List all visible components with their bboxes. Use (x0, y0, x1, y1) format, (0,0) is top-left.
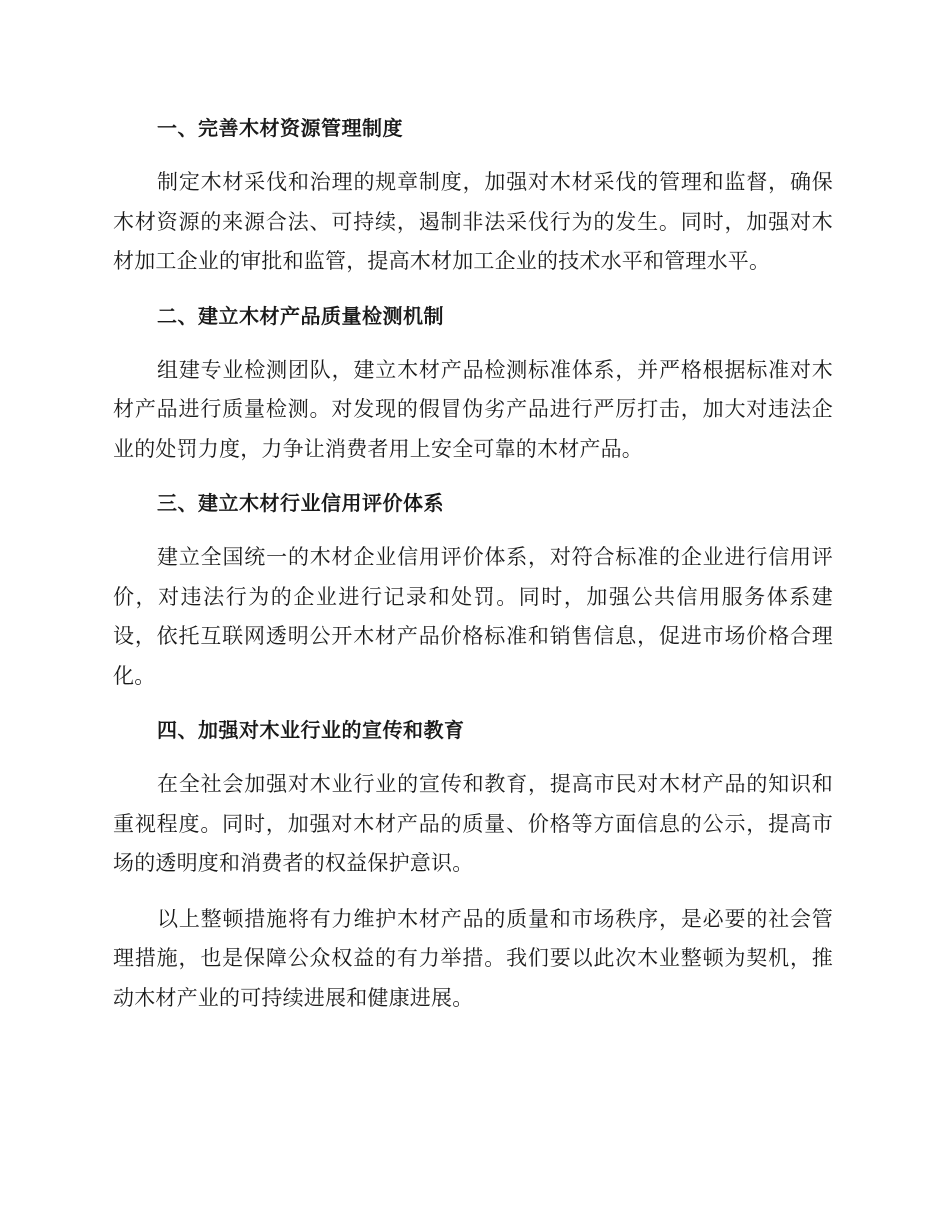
section-3 (113, 485, 833, 696)
section-2 (113, 298, 833, 470)
section-paragraph: 组建专业检测团队，建立木材产品检测标准体系，并严格根据标准对木材产品进行质量检测。对发现的假冒伪劣产品进行严厉打击，加大对违法企业的处罚力度，力争让消费者用上安全可靠的木材产品。 (113, 357, 833, 461)
section-heading: 四、加强对木业行业的宣传和教育 (157, 718, 465, 742)
section-heading: 三、建立木材行业信用评价体系 (157, 491, 444, 515)
section-1 (113, 110, 833, 282)
section-paragraph: 建立全国统一的木材企业信用评价体系，对符合标准的企业进行信用评价，对违法行为的企业进行记录和处罚。同时，加强公共信用服务体系建设，依托互联网透明公开木材产品价格标准和销售信息，促进市场价格合理化。 (113, 545, 833, 688)
document-page (113, 110, 833, 1034)
section-heading: 一、完善木材资源管理制度 (157, 116, 403, 140)
section-heading: 二、建立木材产品质量检测机制 (157, 303, 444, 328)
section-paragraph: 在全社会加强对木业行业的宣传和教育，提高市民对木材产品的知识和重视程度。同时，加强对木材产品的质量、价格等方面信息的公示，提高市场的透明度和消费者的权益保护意识。 (113, 772, 833, 875)
conclusion-paragraph: 以上整顿措施将有力维护木材产品的质量和市场秩序，是必要的社会管理措施，也是保障公众权益的有力举措。我们要以此次木业整顿为契机，推动木材产业的可持续进展和健康进展。 (113, 906, 833, 1010)
section-paragraph: 制定木材采伐和治理的规章制度，加强对木材采伐的管理和监督，确保木材资源的来源合法、可持续，遏制非法采伐行为的发生。同时，加强对木材加工企业的审批和监管，提高木材加工企业的技术水平和管理水平。 (113, 170, 833, 273)
section-4 (113, 712, 833, 884)
